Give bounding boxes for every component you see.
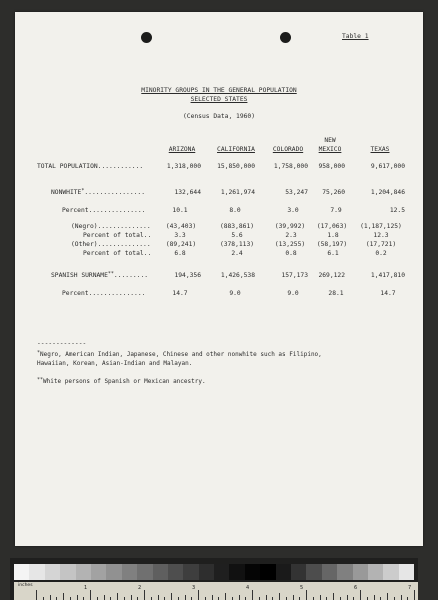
cell-total-texas: 9,617,000	[370, 163, 405, 170]
calibration-swatch	[183, 564, 198, 580]
census-note: (Census Data, 1960)	[182, 113, 256, 120]
ruler-tick	[198, 590, 199, 600]
ruler-tick	[63, 593, 64, 600]
calibration-swatch	[353, 564, 368, 580]
cell-other-pct-arizona: 6.8	[174, 250, 186, 257]
cell-other-pct-colorado: 0.8	[285, 250, 297, 257]
ruler-tick	[414, 590, 415, 600]
col-header-new-mexico-line1: NEW	[324, 137, 336, 144]
cell-spanish-arizona: 194,356	[174, 272, 201, 279]
cell-spanish-texas: 1,417,810	[370, 272, 405, 279]
ruler-number: 3	[192, 585, 196, 591]
cell-nonwhite-arizona: 132,644	[174, 189, 201, 196]
ruler-tick	[239, 595, 240, 600]
grayscale-calibration-bar	[14, 564, 414, 580]
cell-negro-new-mexico: (17,063)	[316, 223, 348, 230]
ruler-tick	[117, 593, 118, 600]
document-page	[15, 12, 423, 546]
ruler-number: 4	[246, 585, 250, 591]
calibration-swatch	[137, 564, 152, 580]
col-header-colorado: COLORADO	[272, 146, 304, 153]
cell-nonwhite-new-mexico: 75,260	[322, 189, 345, 196]
ruler-tick	[306, 590, 307, 600]
cell-nonwhite-colorado: 53,247	[285, 189, 308, 196]
punch-hole	[141, 32, 152, 43]
cell-spanish-pct-california: 9.0	[229, 290, 241, 297]
calibration-swatch	[229, 564, 244, 580]
ruler-tick	[252, 590, 253, 600]
ruler-tick	[144, 590, 145, 600]
cell-nonwhite-pct-colorado: 3.0	[287, 207, 299, 214]
cell-spanish-pct-arizona: 14.7	[172, 290, 188, 297]
cell-negro-pct-new-mexico: 1.8	[327, 232, 339, 239]
calibration-swatch	[106, 564, 121, 580]
cell-total-arizona: 1,318,000	[166, 163, 201, 170]
calibration-swatch	[91, 564, 106, 580]
cell-total-california: 15,850,000	[217, 163, 255, 170]
ruler-tick	[374, 595, 375, 600]
cell-negro-colorado: (39,992)	[274, 223, 306, 230]
cell-other-texas: (17,721)	[365, 241, 397, 248]
ruler-tick	[360, 590, 361, 600]
ruler-tick	[50, 595, 51, 600]
measurement-ruler	[14, 582, 418, 600]
cell-total-colorado: 1,758,000	[273, 163, 308, 170]
cell-nonwhite-pct-texas: 12.5	[389, 207, 405, 214]
row-label-nonwhite-percent: Percent...............	[62, 207, 146, 214]
cell-spanish-colorado: 157,173	[281, 272, 308, 279]
calibration-swatch	[399, 564, 414, 580]
calibration-swatch	[76, 564, 91, 580]
ruler-tick	[171, 593, 172, 600]
row-label-spanish-percent: Percent...............	[62, 290, 146, 297]
cell-spanish-pct-texas: 14.7	[380, 290, 396, 297]
ruler-tick	[225, 593, 226, 600]
calibration-swatch	[60, 564, 75, 580]
ruler-tick	[77, 595, 78, 600]
ruler-tick	[333, 593, 334, 600]
ruler-number: 1	[84, 585, 88, 591]
calibration-swatch	[168, 564, 183, 580]
calibration-swatch	[45, 564, 60, 580]
ruler-tick	[185, 595, 186, 600]
calibration-swatch	[368, 564, 383, 580]
calibration-swatch	[153, 564, 168, 580]
cell-nonwhite-pct-arizona: 10.1	[172, 207, 188, 214]
ruler-tick	[279, 593, 280, 600]
cell-negro-texas: (1,187,125)	[360, 223, 402, 230]
cell-negro-arizona: (43,403)	[165, 223, 197, 230]
cell-spanish-california: 1,426,538	[220, 272, 255, 279]
calibration-swatch	[383, 564, 398, 580]
calibration-swatch	[291, 564, 306, 580]
footnote-nonwhite-line2: Hawaiian, Korean, Asian-Indian and Malayan.	[37, 360, 193, 367]
calibration-swatch	[276, 564, 291, 580]
cell-other-colorado: (13,255)	[274, 241, 306, 248]
ruler-tick	[347, 595, 348, 600]
calibration-swatch	[199, 564, 214, 580]
calibration-swatch	[214, 564, 229, 580]
cell-total-new-mexico: 958,000	[318, 163, 345, 170]
ruler-number: 5	[300, 585, 304, 591]
cell-negro-california: (883,861)	[219, 223, 255, 230]
footnote-spanish: **White persons of Spanish or Mexican ancestry.	[37, 377, 206, 385]
ruler-tick	[401, 595, 402, 600]
ruler-number: 7	[408, 585, 412, 591]
calibration-swatch	[306, 564, 321, 580]
calibration-swatch	[322, 564, 337, 580]
row-label-negro: (Negro)..............	[71, 223, 151, 230]
row-label-other-percent: Percent of total..	[83, 250, 152, 257]
cell-nonwhite-california: 1,261,974	[220, 189, 255, 196]
punch-hole	[280, 32, 291, 43]
cell-nonwhite-texas: 1,204,846	[370, 189, 405, 196]
ruler-tick	[266, 595, 267, 600]
row-label-negro-percent: Percent of total..	[83, 232, 152, 239]
cell-spanish-pct-colorado: 9.0	[287, 290, 299, 297]
ruler-tick	[158, 595, 159, 600]
col-header-arizona: ARIZONA	[168, 146, 196, 153]
calibration-swatch	[122, 564, 137, 580]
cell-other-california: (378,113)	[219, 241, 255, 248]
ruler-tick	[36, 590, 37, 600]
ruler-tick	[320, 595, 321, 600]
col-header-new-mexico-line2: MEXICO	[318, 146, 342, 153]
cell-nonwhite-pct-california: 8.0	[229, 207, 241, 214]
cell-negro-pct-colorado: 2.3	[285, 232, 297, 239]
calibration-swatch	[245, 564, 260, 580]
ruler-tick	[90, 590, 91, 600]
row-label-nonwhite: NONWHITE*................	[51, 188, 146, 196]
row-label-spanish-surname: SPANISH SURNAME**.........	[51, 271, 149, 279]
calibration-swatch	[29, 564, 44, 580]
table-label: Table 1	[342, 33, 369, 40]
cell-spanish-new-mexico: 269,122	[318, 272, 345, 279]
ruler-tick	[387, 593, 388, 600]
document-subtitle-states: SELECTED STATES	[190, 96, 248, 103]
footnote-nonwhite-line1: *Negro, American Indian, Japanese, Chinese and other nonwhite such as Filipino,	[37, 350, 322, 358]
ruler-tick	[104, 595, 105, 600]
calibration-swatch	[337, 564, 352, 580]
scan-calibration-strip	[10, 558, 418, 600]
ruler-tick	[131, 595, 132, 600]
ruler-unit-label: inches	[18, 583, 33, 588]
calibration-swatch	[14, 564, 29, 580]
cell-other-new-mexico: (58,197)	[316, 241, 348, 248]
cell-other-pct-texas: 0.2	[375, 250, 387, 257]
calibration-swatch	[260, 564, 275, 580]
row-label-other: (Other)..............	[71, 241, 151, 248]
col-header-california: CALIFORNIA	[217, 146, 255, 153]
ruler-tick	[212, 595, 213, 600]
cell-negro-pct-texas: 12.3	[373, 232, 389, 239]
ruler-number: 6	[354, 585, 358, 591]
cell-other-pct-new-mexico: 6.1	[327, 250, 339, 257]
col-header-texas: TEXAS	[370, 146, 390, 153]
ruler-tick	[293, 595, 294, 600]
row-label-total-population: TOTAL POPULATION............	[37, 163, 144, 170]
cell-nonwhite-pct-new-mexico: 7.9	[330, 207, 342, 214]
cell-spanish-pct-new-mexico: 28.1	[328, 290, 344, 297]
cell-other-pct-california: 2.4	[231, 250, 243, 257]
cell-negro-pct-california: 5.6	[231, 232, 243, 239]
cell-other-arizona: (89,241)	[165, 241, 197, 248]
document-title: MINORITY GROUPS IN THE GENERAL POPULATION	[141, 87, 297, 94]
footnote-separator: -------------	[37, 340, 87, 347]
cell-negro-pct-arizona: 3.3	[174, 232, 186, 239]
ruler-number: 2	[138, 585, 142, 591]
